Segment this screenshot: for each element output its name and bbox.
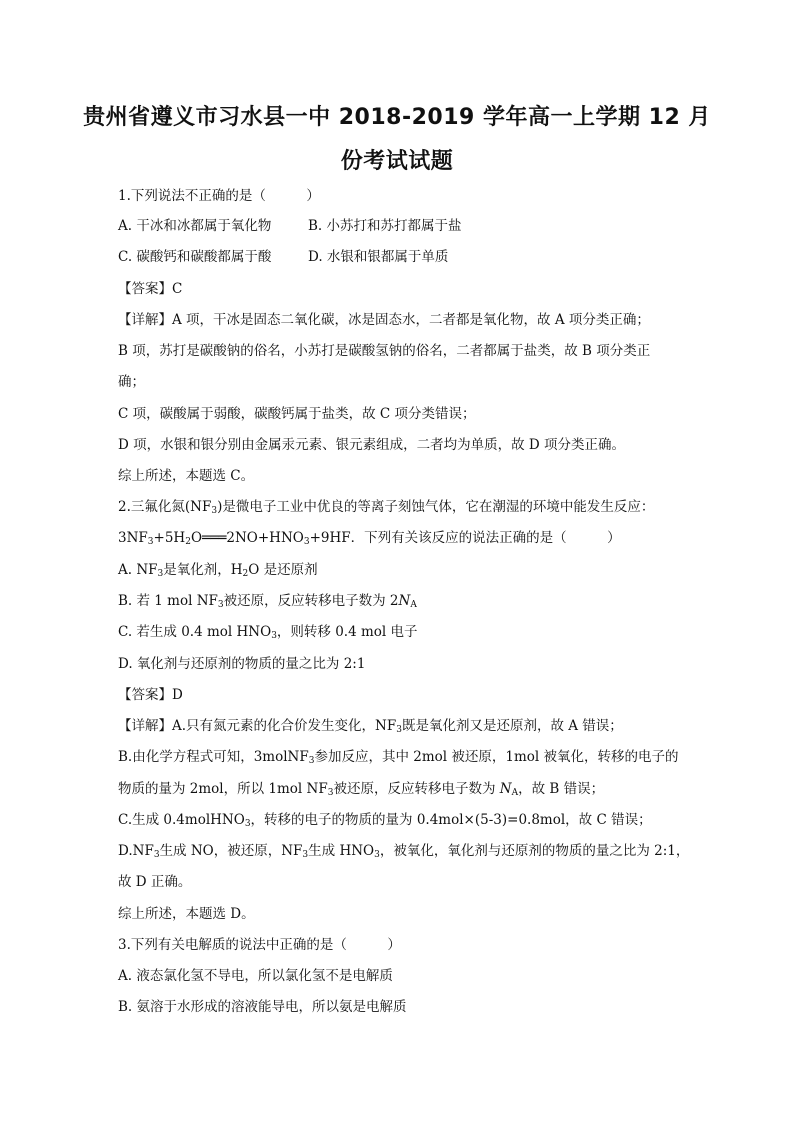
q1-explanation-1: 【详解】A 项，干冰是固态二氧化碳，冰是固态水，二者都是氧化物，故 A 项分类正确； [118,312,650,328]
document-title-line1: 贵州省遵义市习水县一中 2018-2019 学年高一上学期 12 月 [83,105,711,130]
q3-option-a: A. 液态氯化氢不导电，所以氯化氢不是电解质 [118,968,393,984]
q1-options-cd [118,248,448,266]
document-title-line2: 份考试试题 [340,149,454,174]
q1-option-b: B. 小苏打和苏打都属于盐 [308,218,462,234]
q2-explanation-4: C.生成 0.4molHNO$_3$，转移的电子的物质的量为 0.4mol×(5-3)=0.8mol，故 C 错误； [118,812,652,829]
q2-stem: 2.三氟化氮$(NF_3)$是微电子工业中优良的等离子刻蚀气体，它在潮湿的环境中能发生反应： [118,499,655,516]
q1-explanation-3: 确； [118,374,145,390]
q1-explanation-4: C 项，碳酸属于弱酸，碳酸钙属于盐类，故 C 项分类错误； [118,406,476,422]
q2-equation: $3NF_3+5H_2O═══2NO+HNO_3+9HF$．下列有关该反应的说法正确的是（ ） [118,530,621,547]
q1-options-ab [118,217,462,235]
q1-option-a: A. 干冰和冰都属于氧化物 [118,218,272,234]
q2-explanation-3: 物质的量为 2mol，所以 1mol $NF_3$被还原，反应转移电子数为 $N_A$，故 B 错误； [118,781,605,798]
q2-option-a: A. $NF_3$是氧化剂，$H_2O$ 是还原剂 [118,562,318,579]
q1-stem: 1.下列说法不正确的是（ ） [118,188,320,204]
q2-explanation-2: B.由化学方程式可知，3molNF$_3$参加反应，其中 2mol 被还原，1mol 被氧化，转移的电子的 [118,749,679,766]
q1-summary: 综上所述，本题选 C。 [118,468,255,484]
q1-answer: 【答案】C [118,281,183,297]
q2-explanation-6: 故 D 正确。 [118,874,192,890]
q3-option-b: B. 氨溶于水形成的溶液能导电，所以氨是电解质 [118,999,407,1015]
q1-explanation-2: B 项，苏打是碳酸钠的俗名，小苏打是碳酸氢钠的俗名，二者都属于盐类，故 B 项分类正 [118,343,651,359]
q3-stem: 3.下列有关电解质的说法中正确的是（ ） [118,937,401,953]
q2-explanation-1: 【详解】A.只有氮元素的化合价发生变化，$NF_3$既是氧化剂又是还原剂，故 A 错误； [118,718,623,735]
q2-explanation-5: $D.NF_3$生成 NO，被还原，$NF_3$生成 $HNO_3$，被氧化，氧化剂与还原剂的物质的量之比为 2:1， [118,843,690,860]
q2-option-b: B. 若 1 mol $NF_3$被还原，反应转移电子数为 $2N_A$ [118,593,417,610]
q2-answer: 【答案】D [118,687,183,703]
q1-explanation-5: D 项，水银和银分别由金属汞元素、银元素组成，二者均为单质，故 D 项分类正确。 [118,437,626,453]
q1-option-d: D. 水银和银都属于单质 [308,249,449,265]
q2-option-d: D. 氧化剂与还原剂的物质的量之比为 2:1 [118,656,366,672]
q2-summary: 综上所述，本题选 D。 [118,906,255,922]
q1-option-c: C. 碳酸钙和碳酸都属于酸 [118,249,272,265]
q2-option-c: C. 若生成 0.4 mol $HNO_3$，则转移 0.4 mol 电子 [118,624,418,641]
